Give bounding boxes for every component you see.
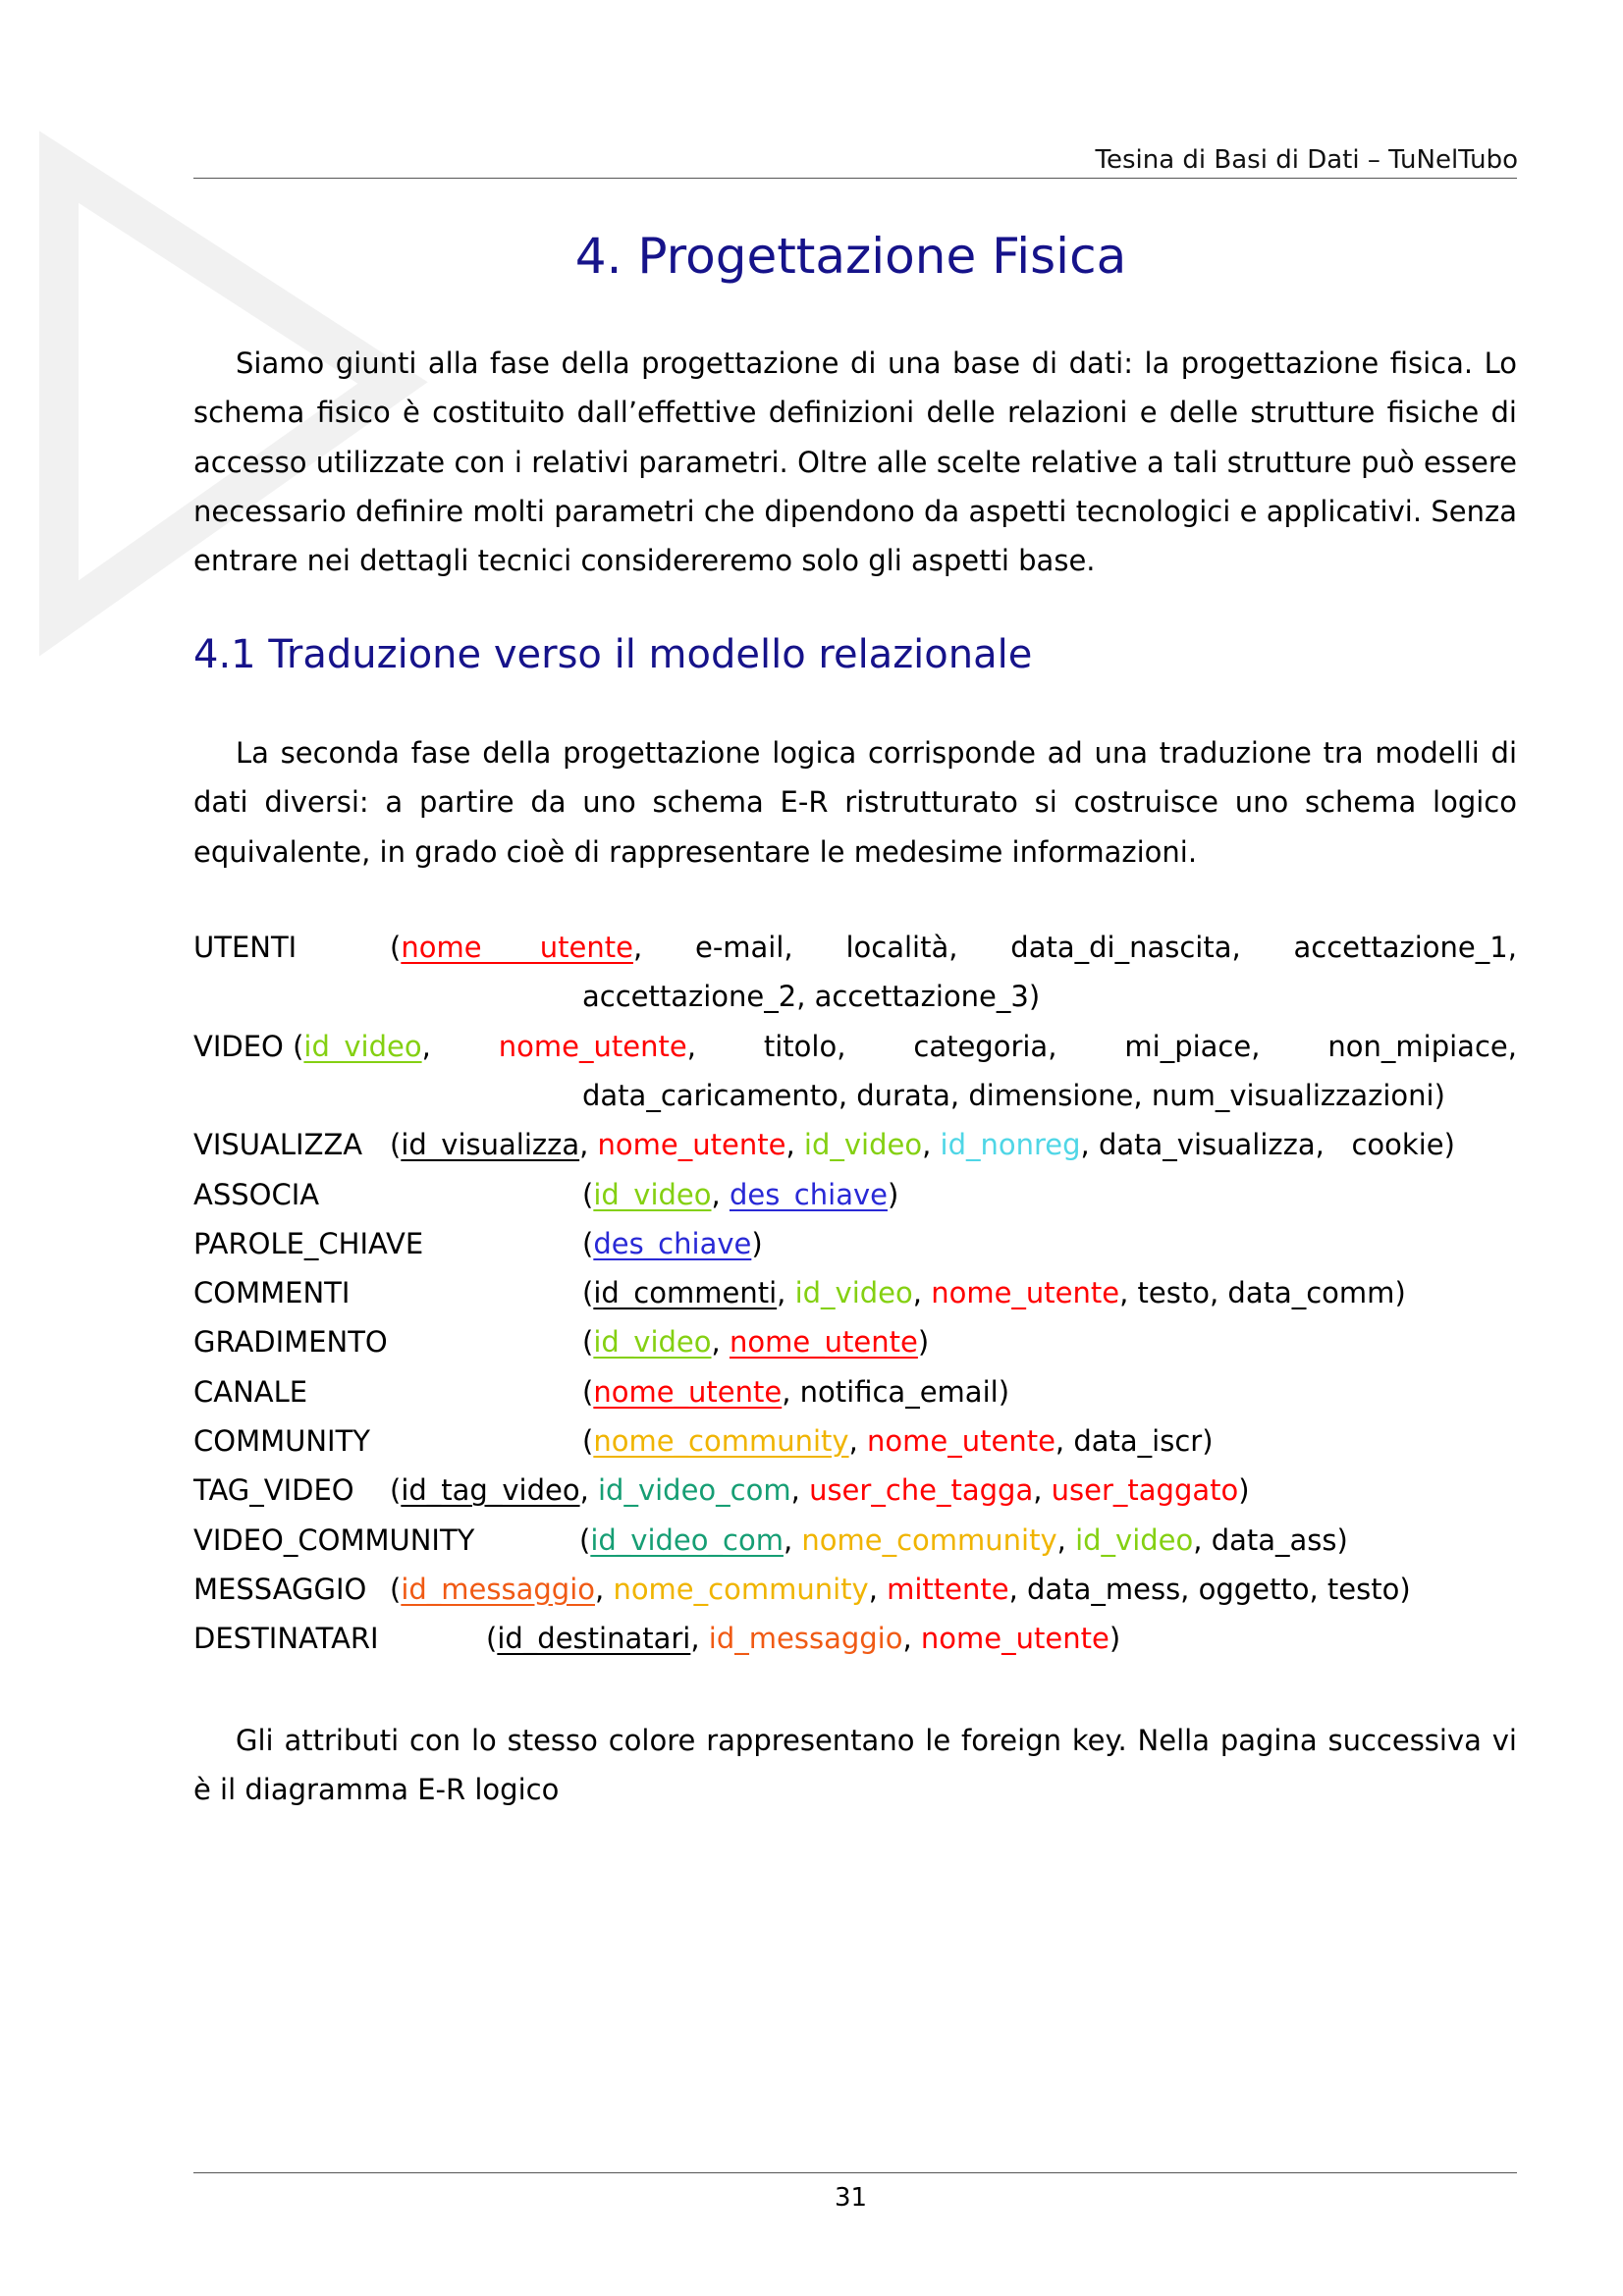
schema-row-commenti: COMMENTI (id_commenti, id_video, nome_utente, testo, data_comm) — [193, 1276, 1406, 1310]
page-number: 31 — [834, 2183, 868, 2213]
schema-row-utenti: UTENTI (nome utente, e-mail, località, data_di_nascita, accettazione_1, — [193, 923, 1517, 972]
attr-fk: nome_utente — [867, 1424, 1055, 1458]
relation-name: ASSOCIA — [193, 1177, 320, 1211]
schema-row-associa: ASSOCIA (id_video, des_chiave) — [193, 1177, 899, 1211]
attr-fk: id_video — [1075, 1522, 1194, 1557]
attr-continuation: accettazione_2, accettazione_3) — [582, 980, 1041, 1013]
relation-name: COMMENTI — [193, 1276, 351, 1310]
relation-name: DESTINATARI — [193, 1622, 379, 1656]
attr: data_mess, oggetto, testo — [1027, 1572, 1400, 1606]
relation-name: TAG_VIDEO — [193, 1473, 354, 1508]
schema-row-video-community: VIDEO_COMMUNITY (id_video_com, nome_community, id_video, data_ass) — [193, 1522, 1348, 1557]
attr-fk: id_video — [794, 1276, 913, 1310]
relation-name: MESSAGGIO — [193, 1572, 367, 1606]
attr: località, — [845, 931, 958, 964]
attr: categoria, — [913, 1029, 1057, 1063]
running-header: Tesina di Basi di Dati – TuNelTubo — [1095, 145, 1518, 175]
relation-name: COMMUNITY — [193, 1424, 371, 1458]
attr-pk: id_video_com — [590, 1522, 784, 1557]
schema-row-parole-chiave: PAROLE_CHIAVE (des_chiave) — [193, 1226, 763, 1260]
attr-fk: nome_utente — [498, 1029, 687, 1063]
attr-fk: id_video — [803, 1128, 923, 1162]
footer-rule — [193, 2172, 1517, 2173]
attr-pk: des_chiave — [729, 1177, 888, 1211]
attr-pk: id_video — [593, 1177, 712, 1211]
schema-row-video: VIDEO (id_video, nome_utente, titolo, categoria, mi_piace, non_mipiace, — [193, 1022, 1517, 1071]
relation-name: CANALE — [193, 1374, 308, 1409]
attr-fk: nome_utente — [931, 1276, 1120, 1310]
relation-name: VIDEO — [193, 1029, 284, 1063]
intro-paragraph: Siamo giunti alla fase della progettazione di una base di dati: la progettazione fisica. Lo schema fisico è costituito dall’effettive definizioni delle relazioni e delle strutture fisiche di accesso utilizzate con i relativi parametri. Oltre alle scelte relative a tali strutture può essere necessario definire molti parametri che dipendono da aspetti tecnologici e applicativi. Senza entrare nei dettagli tecnici considereremo solo gli aspetti base. — [193, 347, 1517, 578]
attr-fk: nome_community — [613, 1572, 869, 1606]
attr-pk: des_chiave — [593, 1226, 752, 1260]
attr-pk: id_visualizza — [401, 1128, 580, 1162]
section-title: 4.1 Traduzione verso il modello relazionale — [193, 632, 1033, 677]
relation-name: UTENTI — [193, 931, 298, 964]
attr: titolo, — [763, 1029, 846, 1063]
attr: testo, data_comm — [1137, 1276, 1395, 1310]
attr-fk: mittente — [887, 1572, 1009, 1606]
chapter-title: 4. Progettazione Fisica — [574, 228, 1127, 285]
attr-pk: nome_community — [593, 1424, 849, 1458]
attr-fk: user_taggato — [1051, 1473, 1239, 1508]
schema-row-tag-video: TAG_VIDEO (id_tag_video, id_video_com, user_che_tagga, user_taggato) — [193, 1473, 1250, 1508]
attr: cookie — [1351, 1128, 1444, 1162]
attr-fk: nome_utente — [597, 1128, 786, 1162]
attr-pk: id_commenti — [593, 1276, 778, 1310]
attr: accettazione_1, — [1293, 931, 1517, 964]
attr: e-mail, — [694, 931, 793, 964]
attr: notifica_email — [799, 1374, 999, 1409]
attr: data_di_nascita, — [1010, 931, 1241, 964]
attr-pk: nome_utente — [593, 1374, 783, 1409]
attr: data_iscr — [1073, 1424, 1203, 1458]
attr-pk: id_video — [303, 1029, 422, 1063]
attr-fk: user_che_tagga — [809, 1473, 1034, 1508]
relation-name: GRADIMENTO — [193, 1325, 388, 1360]
schema-row-canale: CANALE (nome_utente, notifica_email) — [193, 1374, 1010, 1409]
schema-row-destinatari: DESTINATARI (id_destinatari, id_messaggio, nome_utente) — [193, 1622, 1121, 1656]
attr: data_visualizza, — [1098, 1128, 1325, 1162]
attr: mi_piace, — [1124, 1029, 1261, 1063]
header-rule — [193, 178, 1517, 179]
attr-fk: id_nonreg — [940, 1128, 1081, 1162]
attr-pk: id_destinatari — [497, 1622, 691, 1656]
attr-fk: id_video_com — [598, 1473, 791, 1508]
relation-name: VISUALIZZA — [193, 1128, 363, 1162]
attr-fk: nome_utente — [920, 1622, 1109, 1656]
schema-row-gradimento: GRADIMENTO (id_video, nome_utente) — [193, 1325, 930, 1360]
attr-pk: id_messaggio — [401, 1572, 595, 1606]
attr-pk: nome_utente — [729, 1325, 918, 1360]
attr-pk: nome utente — [401, 931, 633, 964]
schema-row-visualizza: VISUALIZZA (id_visualizza, nome_utente, id_video, id_nonreg, data_visualizza, cookie) — [193, 1128, 1455, 1162]
relation-name: PAROLE_CHIAVE — [193, 1226, 424, 1260]
schema-row-community: COMMUNITY (nome_community, nome_utente, data_iscr) — [193, 1424, 1214, 1458]
closing-paragraph: Gli attributi con lo stesso colore rappresentano le foreign key. Nella pagina successiva vi è il diagramma E-R logico — [193, 1724, 1517, 1807]
section-paragraph: La seconda fase della progettazione logica corrisponde ad una traduzione tra modelli di dati diversi: a partire da uno schema E-R ristrutturato si costruisce uno schema logico equivalente, in grado cioè di rappresentare le medesime informazioni. — [193, 736, 1517, 869]
attr-fk: nome_community — [801, 1522, 1057, 1557]
attr: data_ass — [1211, 1522, 1337, 1557]
attr-continuation: data_caricamento, durata, dimensione, num_visualizzazioni) — [582, 1078, 1445, 1112]
relation-name: VIDEO_COMMUNITY — [193, 1522, 475, 1557]
attr-fk: id_messaggio — [708, 1622, 903, 1656]
attr-pk: id_tag_video — [401, 1473, 580, 1508]
attr: non_mipiace, — [1327, 1029, 1517, 1063]
schema-row-messaggio: MESSAGGIO (id_messaggio, nome_community, mittente, data_mess, oggetto, testo) — [193, 1572, 1411, 1606]
attr-pk: id_video — [593, 1325, 712, 1360]
